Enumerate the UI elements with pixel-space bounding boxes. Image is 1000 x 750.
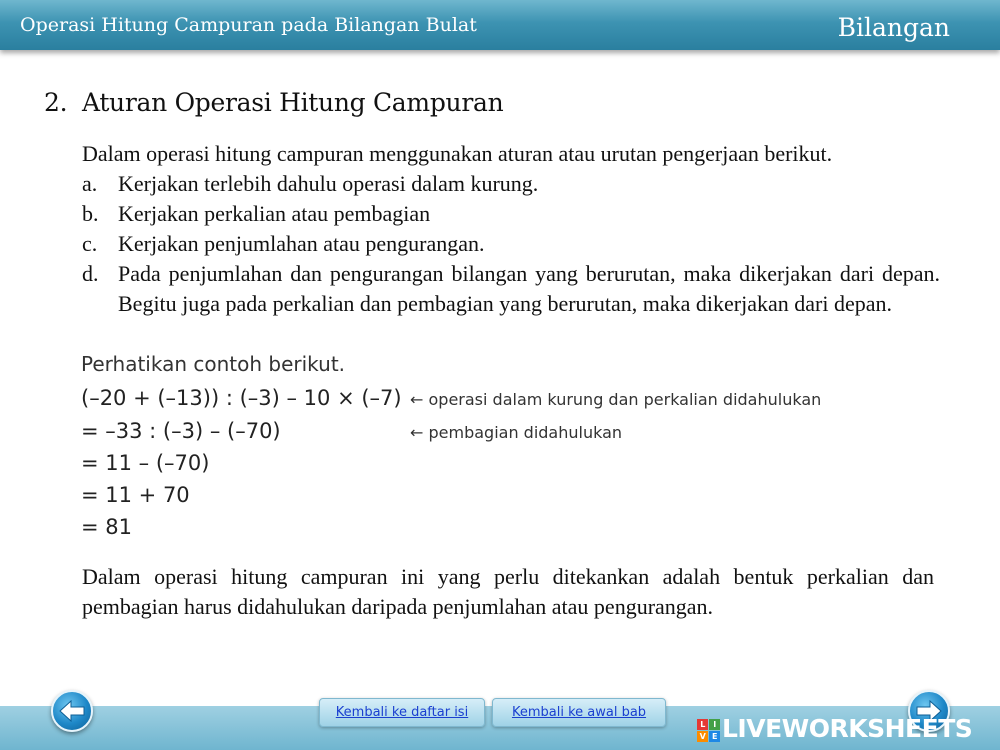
rule-letter: c. xyxy=(82,231,98,256)
liveworksheets-logo[interactable] xyxy=(697,714,972,744)
example-step: = 11 – (–70) xyxy=(81,451,210,475)
rule-text: Kerjakan penjumlahan atau pengurangan. xyxy=(118,231,485,256)
rule-text: Kerjakan perkalian atau pembagian xyxy=(118,201,431,226)
section-heading-text: Aturan Operasi Hitung Campuran xyxy=(82,88,504,117)
example-note: ← pembagian didahulukan xyxy=(410,423,623,442)
example-step: (–20 + (–13)) : (–3) – 10 × (–7) xyxy=(81,386,402,410)
logo-text: LIVEWORKSHEETS xyxy=(722,714,973,743)
closing-paragraph: Dalam operasi hitung campuran ini yang perlu ditekankan adalah bentuk perkalian dan pembagian harus didahulukan daripada penjumlahan atau pengurangan. xyxy=(82,564,934,619)
prev-button[interactable] xyxy=(51,690,93,732)
example-step: = 81 xyxy=(81,515,132,539)
intro-paragraph: Dalam operasi hitung campuran menggunakan aturan atau urutan pengerjaan berikut. xyxy=(82,141,833,166)
arrow-left-icon xyxy=(58,699,86,723)
rule-text: Pada penjumlahan dan pengurangan bilangan yang berurutan, maka dikerjakan dari depan. Begitu juga pada perkalian dan pembagian yang berurutan, maka dikerjakan dari depan. xyxy=(118,261,940,316)
rule-letter: d. xyxy=(82,261,99,286)
section-number: 2. xyxy=(44,88,68,117)
example-step: = 11 + 70 xyxy=(81,483,190,507)
back-to-toc-link[interactable]: Kembali ke daftar isi xyxy=(319,698,485,727)
example-step: = –33 : (–3) – (–70) xyxy=(81,419,281,443)
rule-text: Kerjakan terlebih dahulu operasi dalam kurung. xyxy=(118,171,539,196)
example-title: Perhatikan contoh berikut. xyxy=(81,352,346,376)
rule-letter: b. xyxy=(82,201,99,226)
logo-squares: L I V E xyxy=(697,719,720,742)
back-to-chapter-link[interactable]: Kembali ke awal bab xyxy=(492,698,666,727)
rule-letter: a. xyxy=(82,171,98,196)
chapter-title: Bilangan xyxy=(837,13,950,42)
header-bar xyxy=(0,0,1000,50)
section-heading xyxy=(44,88,503,117)
page-title: Operasi Hitung Campuran pada Bilangan Bulat xyxy=(20,14,477,36)
example-note: ← operasi dalam kurung dan perkalian didahulukan xyxy=(410,390,822,409)
